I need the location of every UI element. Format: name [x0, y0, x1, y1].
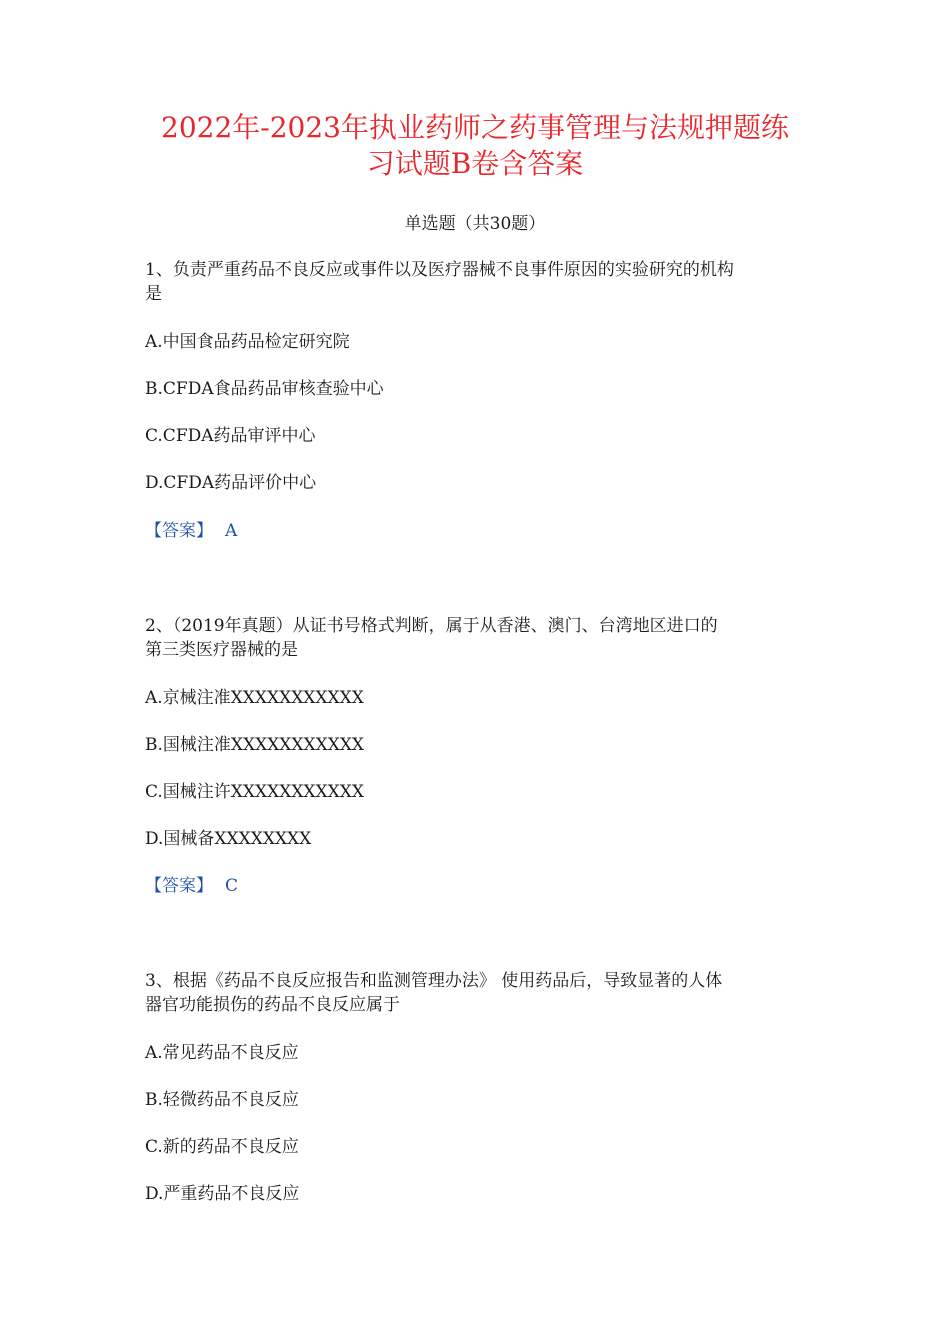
- question-1-option-b: B.CFDA食品药品审核查验中心: [145, 379, 384, 399]
- question-1-text-line-1: 1、负责严重药品不良反应或事件以及医疗器械不良事件原因的实验研究的机构: [145, 260, 734, 280]
- question-1-option-c: C.CFDA药品审评中心: [145, 426, 316, 446]
- question-1-text-line-2: 是: [145, 284, 162, 304]
- question-2-option-d: D.国械备XXXXXXXX: [145, 829, 312, 849]
- question-3-text-line-1: 3、根据《药品不良反应报告和监测管理办法》 使用药品后，导致显著的人体: [145, 971, 723, 991]
- answer-value: A: [225, 521, 238, 541]
- question-3-option-d: D.严重药品不良反应: [145, 1184, 300, 1204]
- question-2-option-b: B.国械注准XXXXXXXXXXX: [145, 735, 365, 755]
- answer-label: 【答案】: [145, 521, 213, 541]
- question-2-option-c: C.国械注许XXXXXXXXXXX: [145, 782, 364, 802]
- question-3-text-line-2: 器官功能损伤的药品不良反应属于: [145, 995, 400, 1015]
- question-2-text-line-1: 2、（2019年真题）从证书号格式判断，属于从香港、澳门、台湾地区进口的: [145, 616, 718, 636]
- question-1-option-a: A.中国食品药品检定研究院: [145, 332, 350, 352]
- question-3-option-a: A.常见药品不良反应: [145, 1043, 299, 1063]
- question-2-answer: [145, 874, 238, 898]
- question-3-option-b: B.轻微药品不良反应: [145, 1090, 299, 1110]
- answer-value: C: [225, 876, 239, 896]
- question-2-option-a: A.京械注准XXXXXXXXXXX: [145, 688, 364, 708]
- question-1-answer: [145, 519, 237, 543]
- question-3-option-c: C.新的药品不良反应: [145, 1137, 299, 1157]
- answer-label: 【答案】: [145, 876, 213, 896]
- question-1-option-d: D.CFDA药品评价中心: [145, 473, 317, 493]
- question-2-text-line-2: 第三类医疗器械的是: [145, 640, 298, 660]
- document-title-line-2: 习试题B卷含答案: [366, 147, 584, 180]
- document-title-line-1: 2022年-2023年执业药师之药事管理与法规押题练: [161, 111, 789, 144]
- section-heading: 单选题（共30题）: [404, 214, 546, 234]
